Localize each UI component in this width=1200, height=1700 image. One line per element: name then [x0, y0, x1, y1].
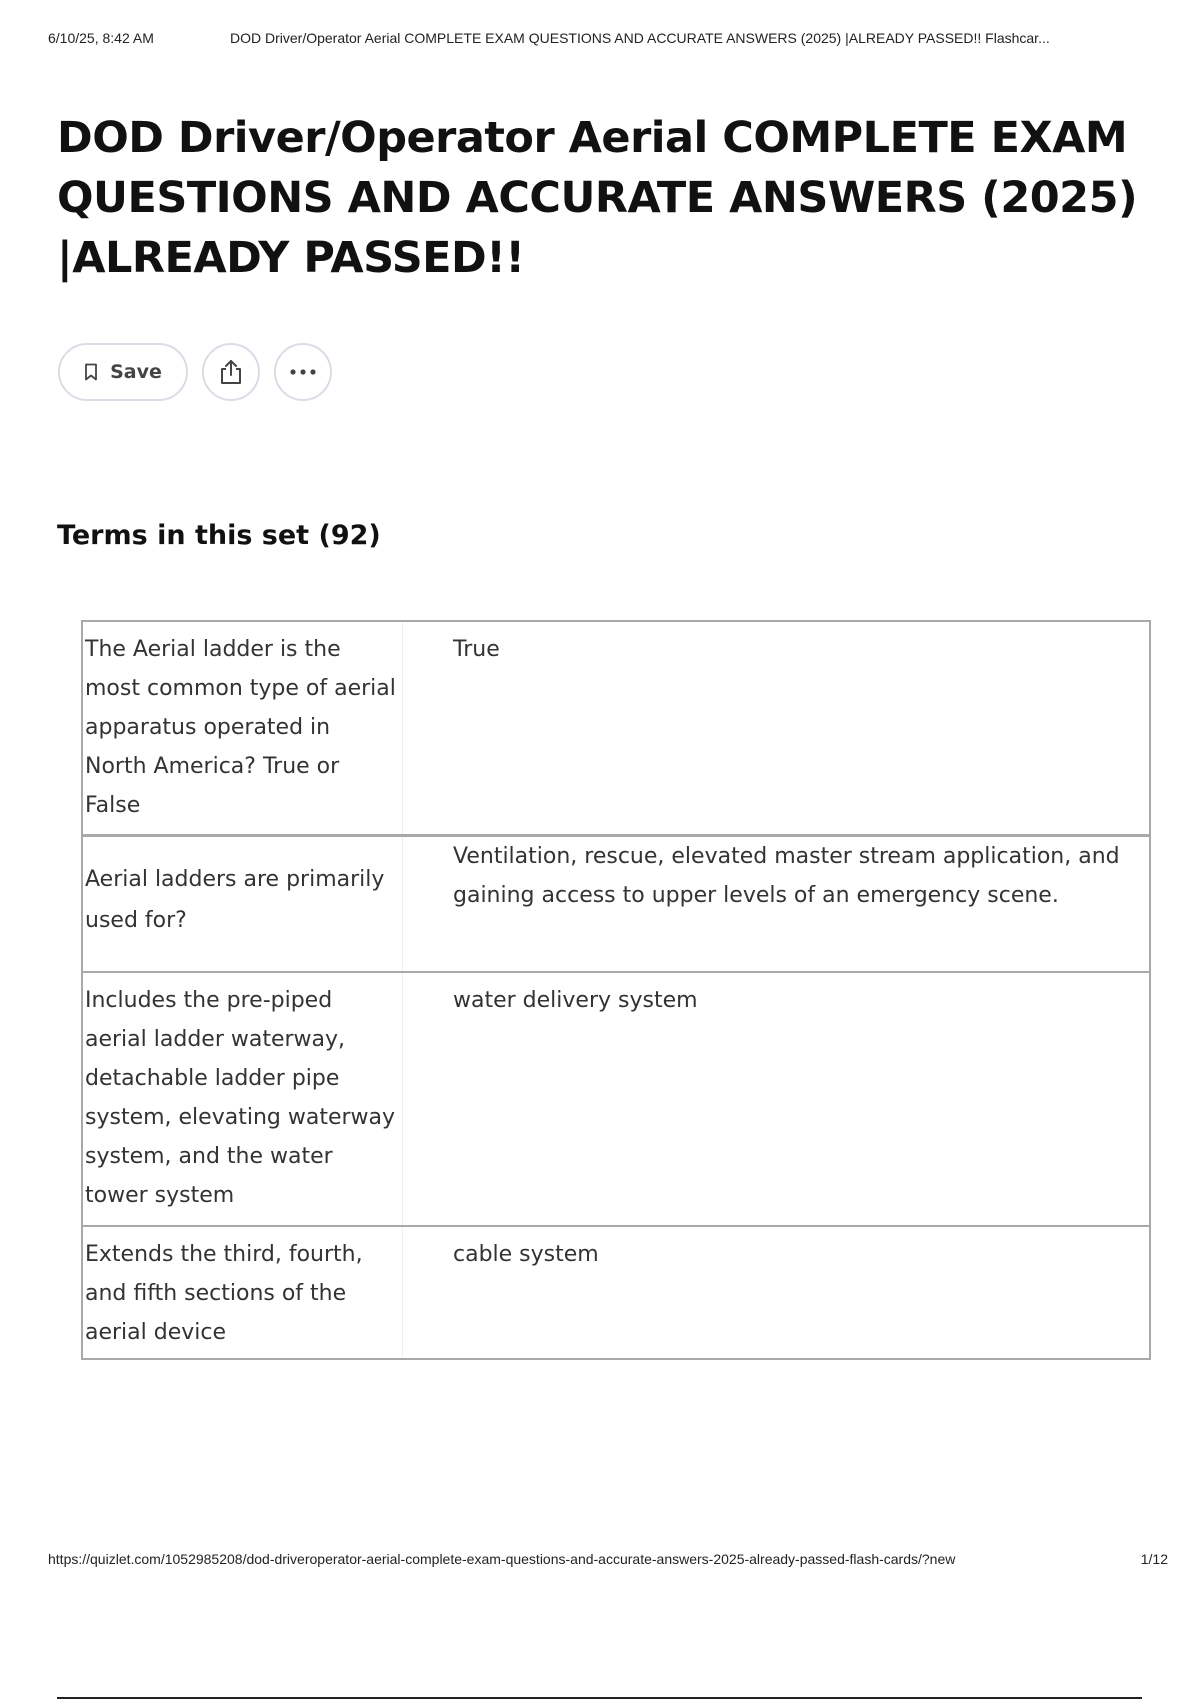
bookmark-icon — [84, 363, 98, 381]
term-row — [83, 622, 1149, 835]
term-text: Aerial ladders are primarily used for? — [83, 837, 403, 971]
term-row — [83, 1225, 1149, 1358]
definition-text: True — [453, 637, 500, 662]
share-button[interactable] — [202, 343, 260, 401]
divider — [57, 1697, 1142, 1699]
term-row — [83, 971, 1149, 1225]
print-header — [48, 30, 1176, 50]
share-icon — [218, 358, 244, 386]
action-bar — [58, 343, 332, 401]
term-text: The Aerial ladder is the most common type of aerial apparatus operated in North America? True or False — [83, 622, 403, 834]
term-row — [83, 835, 1149, 971]
definition-text: water delivery system — [453, 988, 698, 1013]
print-datetime: 6/10/25, 8:42 AM — [48, 30, 154, 46]
page-number: 1/12 — [1140, 1551, 1168, 1567]
term-text: Includes the pre-piped aerial ladder waterway, detachable ladder pipe system, elevating waterway system, and the water tower system — [83, 973, 403, 1225]
term-text: Extends the third, fourth, and fifth sections of the aerial device — [83, 1227, 403, 1358]
terms-table — [81, 620, 1151, 1360]
definition-text: Ventilation, rescue, elevated master stream application, and gaining access to upper levels of an emergency scene. — [453, 844, 1120, 908]
more-options-icon — [289, 368, 317, 376]
more-options-button[interactable] — [274, 343, 332, 401]
save-button[interactable] — [58, 343, 188, 401]
print-document-title: DOD Driver/Operator Aerial COMPLETE EXAM QUESTIONS AND ACCURATE ANSWERS (2025) |ALREADY PASSED!! Flashcar... — [230, 30, 1050, 46]
print-footer — [48, 1551, 1176, 1571]
terms-heading: Terms in this set (92) — [57, 520, 381, 551]
page-title: DOD Driver/Operator Aerial COMPLETE EXAM QUESTIONS AND ACCURATE ANSWERS (2025) |ALREADY PASSED!! — [57, 113, 1138, 283]
print-url: https://quizlet.com/1052985208/dod-driveroperator-aerial-complete-exam-questions-and-accurate-answers-2025-already-passed-flash-cards/?new — [48, 1551, 956, 1567]
definition-text: cable system — [453, 1242, 599, 1267]
save-button-label: Save — [110, 361, 162, 383]
